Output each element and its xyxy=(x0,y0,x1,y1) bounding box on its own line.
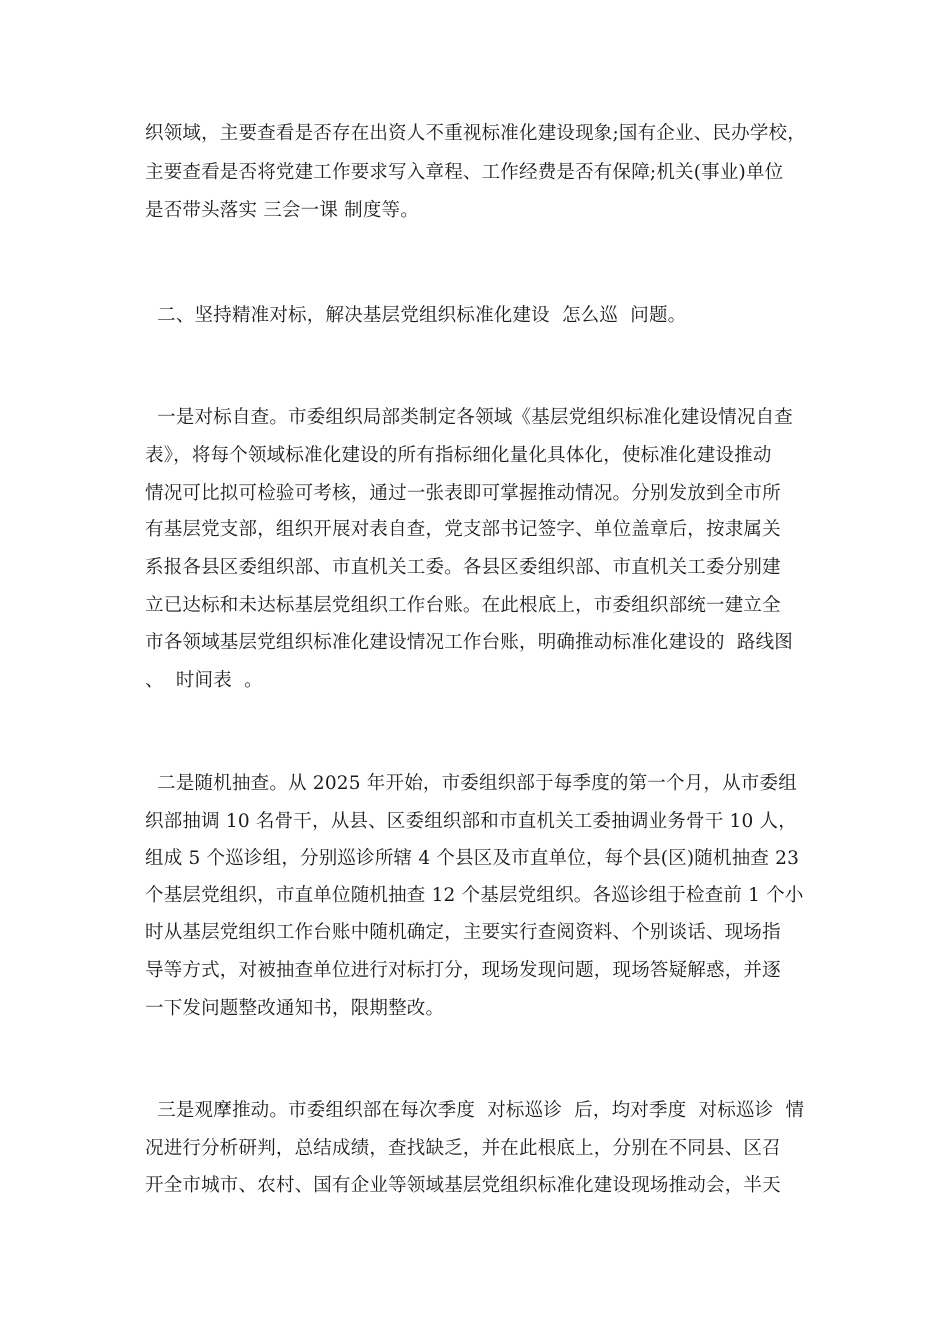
p4-line-2: 况进行分析研判，总结成绩，查找缺乏，并在此根底上，分别在不同县、区召 xyxy=(145,1138,781,1159)
section-heading: 二、坚持精准对标，解决基层党组织标准化建设 怎么巡 问题。 xyxy=(145,305,687,326)
p2-line-1: 一是对标自查。市委组织局部类制定各领域《基层党组织标准化建设情况自查 xyxy=(145,407,793,428)
p2-line-3: 情况可比拟可检验可考核，通过一张表即可掌握推动情况。分别发放到全市所 xyxy=(145,483,781,504)
p3-line-5: 时从基层党组织工作台账中随机确定，主要实行查阅资料、个别谈话、现场指 xyxy=(145,922,781,943)
p4-line-3: 开全市城市、农村、国有企业等领域基层党组织标准化建设现场推动会，半天 xyxy=(145,1175,781,1196)
p2-line-6: 立已达标和未达标基层党组织工作台账。在此根底上，市委组织部统一建立全 xyxy=(145,595,781,616)
p3-line-2: 织部抽调 10 名骨干，从县、区委组织部和市直机关工委抽调业务骨干 10 人， xyxy=(145,811,797,832)
p3-line-4: 个基层党组织，市直单位随机抽查 12 个基层党组织。各巡诊组于检查前 1 个小 xyxy=(145,885,804,906)
p3-line-6: 导等方式，对被抽查单位进行对标打分，现场发现问题，现场答疑解惑，并逐 xyxy=(145,960,781,981)
p3-line-7: 一下发问题整改通知书，限期整改。 xyxy=(145,998,445,1019)
p4-line-1: 三是观摩推动。市委组织部在每次季度 对标巡诊 后，均对季度 对标巡诊 情 xyxy=(145,1100,805,1121)
p2-line-5: 系报各县区委组织部、市直机关工委。各县区委组织部、市直机关工委分别建 xyxy=(145,557,781,578)
p2-line-4: 有基层党支部，组织开展对表自查，党支部书记签字、单位盖章后，按隶属关 xyxy=(145,519,781,540)
p1-line-2: 主要查看是否将党建工作要求写入章程、工作经费是否有保障;机关(事业)单位 xyxy=(145,162,784,183)
p3-line-1: 二是随机抽查。从 2025 年开始，市委组织部于每季度的第一个月，从市委组 xyxy=(145,773,797,794)
p1-line-1: 织领域，主要查看是否存在出资人不重视标准化建设现象;国有企业、民办学校， xyxy=(145,123,806,144)
p1-line-3: 是否带头落实 三会一课 制度等。 xyxy=(145,200,419,221)
p2-line-8: 、 时间表 。 xyxy=(145,670,263,691)
p3-line-3: 组成 5 个巡诊组，分别巡诊所辖 4 个县区及市直单位，每个县(区)随机抽查 23 xyxy=(145,848,800,869)
p2-line-2: 表》，将每个领域标准化建设的所有指标细化量化具体化，使标准化建设推动 xyxy=(145,445,772,466)
p2-line-7: 市各领域基层党组织标准化建设情况工作台账，明确推动标准化建设的 路线图 xyxy=(145,632,793,653)
